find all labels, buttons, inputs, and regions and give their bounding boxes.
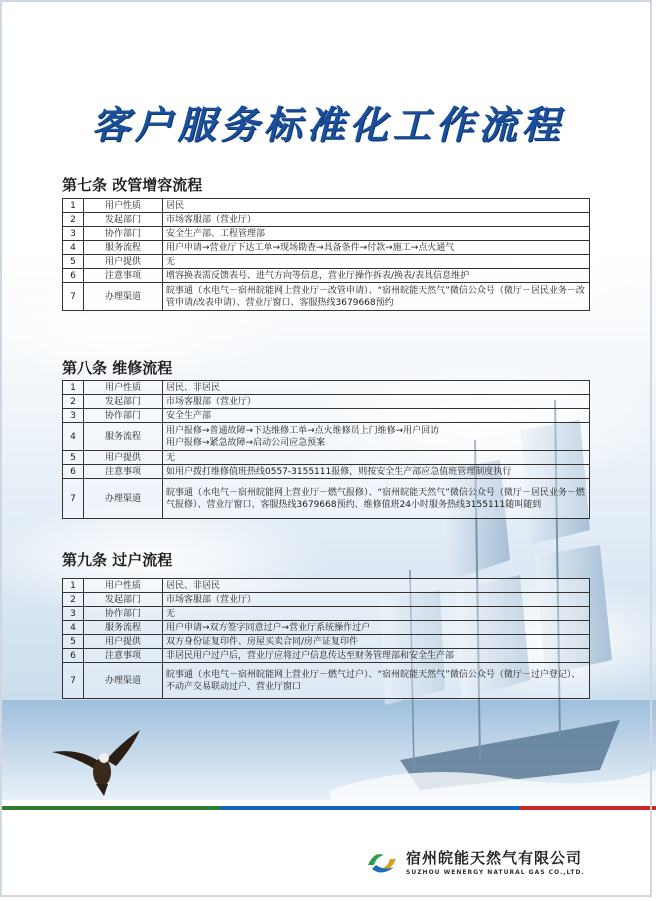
row-number: 3 — [63, 227, 84, 241]
row-value: 市场客服部（营业厅） — [163, 593, 590, 607]
row-number: 6 — [63, 269, 84, 283]
table-row — [63, 283, 590, 311]
section-heading-repair: 第八条 维修流程 — [62, 359, 173, 377]
table-row — [63, 649, 590, 663]
process-table-repair — [62, 380, 590, 519]
table-row — [63, 241, 590, 255]
row-number: 3 — [63, 607, 84, 621]
table-row — [63, 381, 590, 395]
row-label: 用户提供 — [84, 635, 163, 649]
table-row — [63, 269, 590, 283]
table-row — [63, 213, 590, 227]
row-label: 发起部门 — [84, 593, 163, 607]
row-value: 双方身份证复印件、房屋买卖合同/房产证复印件 — [163, 635, 590, 649]
table-row — [63, 479, 590, 519]
row-value: 增容换表需反馈表号、进气方向等信息，营业厅操作拆表/换表/表具信息维护 — [163, 269, 590, 283]
row-value: 无 — [163, 451, 590, 465]
table-row — [63, 579, 590, 593]
row-number: 5 — [63, 635, 84, 649]
row-label: 协作部门 — [84, 607, 163, 621]
table-row — [63, 255, 590, 269]
row-value: 安全生产部 — [163, 409, 590, 423]
table-row — [63, 593, 590, 607]
row-number: 5 — [63, 451, 84, 465]
row-number: 4 — [63, 423, 84, 451]
table-row — [63, 607, 590, 621]
row-value: 非居民用户过户后，营业厅应将过户信息传达至财务管理部和安全生产部 — [163, 649, 590, 663]
page-title: 客户服务标准化工作流程 — [91, 102, 565, 147]
row-label: 用户性质 — [84, 199, 163, 213]
row-label: 办理渠道 — [84, 663, 163, 699]
section-heading-renovation: 第七条 改管增容流程 — [62, 176, 203, 194]
table-row — [63, 451, 590, 465]
row-number: 2 — [63, 395, 84, 409]
company-logo — [364, 845, 584, 885]
row-number: 1 — [63, 199, 84, 213]
row-label: 服务流程 — [84, 241, 163, 255]
company-name-en: SUZHOU WENERGY NATURAL GAS CO.,LTD. — [406, 869, 585, 876]
row-label: 用户提供 — [84, 255, 163, 269]
row-number: 4 — [63, 621, 84, 635]
row-value: 无 — [163, 607, 590, 621]
row-value: 安全生产部、工程管理部 — [163, 227, 590, 241]
table-row — [63, 423, 590, 451]
row-number: 7 — [63, 283, 84, 311]
row-value: 居民 — [163, 199, 590, 213]
table-row — [63, 635, 590, 649]
accent-color-bar — [0, 806, 656, 810]
row-label: 办理渠道 — [84, 283, 163, 311]
row-value: 用户报修→普通故障→下达维修工单→点火维修员上门维修→用户回访 用户报修→紧急故障→启动公司应急预案 — [163, 423, 590, 451]
row-label: 办理渠道 — [84, 479, 163, 519]
row-number: 6 — [63, 465, 84, 479]
row-value: 市场客服部（营业厅） — [163, 395, 590, 409]
row-number: 6 — [63, 649, 84, 663]
row-number: 7 — [63, 479, 84, 519]
row-label: 服务流程 — [84, 423, 163, 451]
table-row — [63, 395, 590, 409]
company-logo-icon — [364, 847, 400, 877]
row-number: 2 — [63, 593, 84, 607]
process-table-renovation — [62, 198, 590, 311]
row-number: 4 — [63, 241, 84, 255]
row-label: 注意事项 — [84, 269, 163, 283]
row-label: 协作部门 — [84, 227, 163, 241]
row-number: 1 — [63, 381, 84, 395]
table-row — [63, 465, 590, 479]
row-label: 用户提供 — [84, 451, 163, 465]
table-row — [63, 409, 590, 423]
row-value: 居民、非居民 — [163, 381, 590, 395]
row-value: 皖事通（水电气－宿州皖能网上营业厅－燃气报修）、“宿州皖能天然气”微信公众号（微厅－居民业务－燃气报修）、营业厅窗口、客服热线3679668预约、维修值班24小时服务热线3155111随叫随到 — [163, 479, 590, 519]
row-label: 用户性质 — [84, 579, 163, 593]
row-label: 发起部门 — [84, 395, 163, 409]
table-row — [63, 621, 590, 635]
row-label: 用户性质 — [84, 381, 163, 395]
section-heading-transfer: 第九条 过户流程 — [62, 551, 173, 569]
row-number: 7 — [63, 663, 84, 699]
process-table-transfer — [62, 578, 590, 699]
table-row — [63, 227, 590, 241]
row-label: 协作部门 — [84, 409, 163, 423]
row-value: 无 — [163, 255, 590, 269]
table-row — [63, 663, 590, 699]
table-row — [63, 199, 590, 213]
row-value: 居民、非居民 — [163, 579, 590, 593]
row-label: 服务流程 — [84, 621, 163, 635]
row-value: 如用户拨打维修值班热线0557-3155111报修，则按安全生产部应急值班管理制度执行 — [163, 465, 590, 479]
row-value: 市场客服部（营业厅） — [163, 213, 590, 227]
row-number: 3 — [63, 409, 84, 423]
row-number: 2 — [63, 213, 84, 227]
row-value: 皖事通（水电气－宿州皖能网上营业厅－燃气过户）、“宿州皖能天然气”微信公众号（微厅－过户登记）、不动产交易联动过户、营业厅窗口 — [163, 663, 590, 699]
row-label: 注意事项 — [84, 465, 163, 479]
row-value: 用户申请→双方签字同意过户→营业厅系统操作过户 — [163, 621, 590, 635]
row-number: 1 — [63, 579, 84, 593]
row-value: 用户申请→营业厅下达工单→现场勘查→具备条件→付款→施工→点火通气 — [163, 241, 590, 255]
row-number: 5 — [63, 255, 84, 269]
row-label: 注意事项 — [84, 649, 163, 663]
company-name-cn: 宿州皖能天然气有限公司 — [406, 849, 583, 867]
row-value: 皖事通（水电气－宿州皖能网上营业厅－改管申请）、“宿州皖能天然气”微信公众号（微厅－居民业务－改管申请/改表申请）、营业厅窗口、客服热线3679668预约 — [163, 283, 590, 311]
row-label: 发起部门 — [84, 213, 163, 227]
